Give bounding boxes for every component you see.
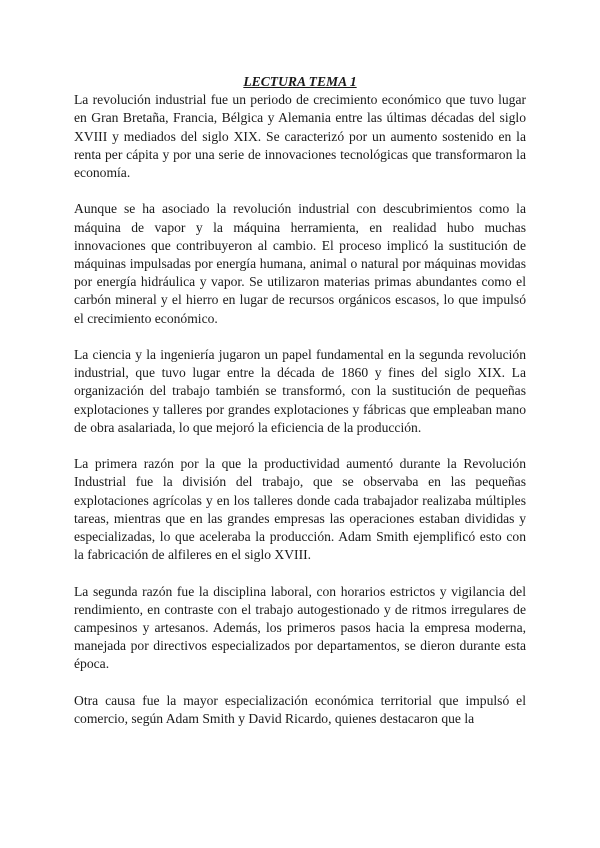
paragraph-3: La ciencia y la ingeniería jugaron un papel fundamental en la segunda revolución industrial, que tuvo lugar entre la década de 1860 y fines del siglo XIX. La organización del trabajo también se transformó, con la sustitución de pequeñas explotaciones y talleres por grandes explotaciones y fábricas que empleaban mano de obra asalariada, lo que mejoró la eficiencia de la producción. [74, 347, 526, 435]
paragraph-2: Aunque se ha asociado la revolución industrial con descubrimientos como la máquina de vapor y la máquina herramienta, en realidad hubo muchas innovaciones que contribuyeron al cambio. El proceso implicó la sustitución de máquinas impulsadas por energía humana, animal o natural por máquinas movidas por energía hidráulica y vapor. Se utilizaron materias primas abundantes como el carbón mineral y el hierro en lugar de recursos orgánicos escasos, lo que impulsó el crecimiento económico. [74, 201, 526, 326]
paragraph-5: La segunda razón fue la disciplina laboral, con horarios estrictos y vigilancia del rendimiento, en contraste con el trabajo autogestionado y de ritmos irregulares de campesinos y artesanos. Además, los primeros pasos hacia la empresa moderna, manejada por directivos especializados por departamentos, se dieron durante esta época. [74, 583, 526, 672]
paragraph-6: Otra causa fue la mayor especialización económica territorial que impulsó el comercio, según Adam Smith y David Ricardo, quienes destacaron que la [74, 692, 526, 727]
document-title: LECTURA TEMA 1 [243, 74, 357, 89]
paragraph-4: La primera razón por la que la productividad aumentó durante la Revolución Industrial fue la división del trabajo, que se observaba en las pequeñas explotaciones agrícolas y en los talleres donde cada trabajador realizaba múltiples tareas, mientras que en las grandes empresas las operaciones estaban divididas y especializadas, lo que aceleraba la producción. Adam Smith ejemplificó esto con la fabricación de alfileres en el siglo XVIII. [74, 456, 526, 563]
paragraph-1: La revolución industrial fue un periodo de crecimiento económico que tuvo lugar en Gran Bretaña, Francia, Bélgica y Alemania entre las últimas décadas del siglo XVIII y mediados del siglo XIX. Se caracterizó por un aumento sostenido en la renta per cápita y por una serie de innovaciones tecnológicas que transformaron la economía. [74, 92, 526, 181]
document-body [74, 73, 526, 746]
